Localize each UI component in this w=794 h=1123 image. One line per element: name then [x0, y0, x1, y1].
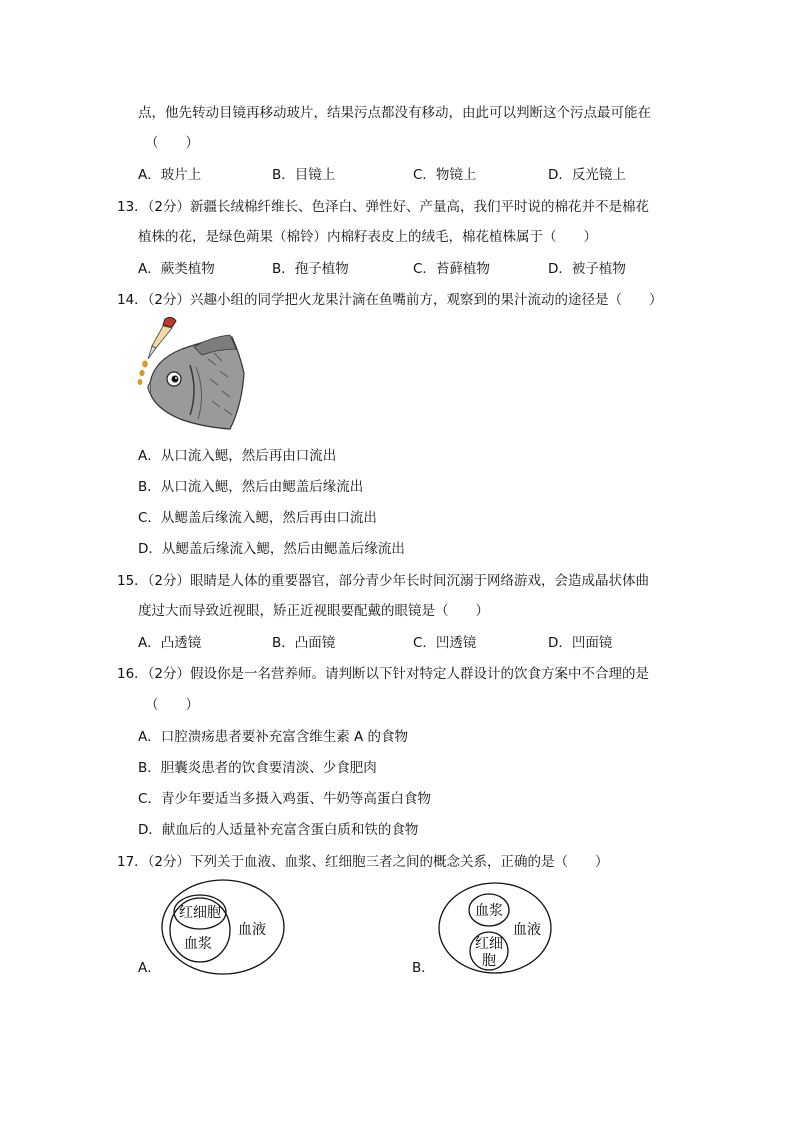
- venn-b-inner2-label-line1: 红细: [475, 936, 503, 952]
- venn-b-outer-label: 血液: [513, 922, 541, 938]
- q13-option-c: C．苔藓植物: [413, 261, 490, 277]
- q17-option-b-label: B．: [412, 960, 435, 976]
- q16-option-d: D．献血后的人适量补充富含蛋白质和铁的食物: [138, 822, 419, 838]
- q15-option-b: B．凸面镜: [272, 635, 336, 651]
- q14-option-a: A．从口流入鳃，然后再由口流出: [138, 448, 337, 464]
- q14-option-c: C．从鳃盖后缘流入鳃，然后再由口流出: [138, 510, 377, 526]
- venn-a-inner2-label: 血浆: [184, 936, 212, 952]
- venn-a-outer-label: 血液: [238, 922, 266, 938]
- venn-b-inner1-label: 血浆: [475, 903, 503, 919]
- q14-line1: 14．（2分）兴趣小组的同学把火龙果汁滴在鱼嘴前方，观察到的果汁流动的途径是（ ）: [117, 292, 663, 308]
- q12-option-a: A．玻片上: [138, 167, 202, 183]
- venn-diagram-b: [437, 880, 553, 976]
- q16-option-c: C．青少年要适当多摄入鸡蛋、牛奶等高蛋白食物: [138, 791, 431, 807]
- q15-line1: 15．（2分）眼睛是人体的重要器官，部分青少年长时间沉溺于网络游戏，会造成晶状体曲: [117, 573, 650, 589]
- q16-line1: 16．（2分）假设你是一名营养师。请判断以下针对特定人群设计的饮食方案中不合理的是: [117, 666, 650, 682]
- q16-option-b: B．胆囊炎患者的饮食要清淡、少食肥肉: [138, 760, 377, 776]
- q12-option-d: D．反光镜上: [548, 167, 626, 183]
- q13-option-d: D．被子植物: [548, 261, 626, 277]
- q12-option-b: B．目镜上: [272, 167, 336, 183]
- fish-icon: [148, 335, 244, 429]
- q16-line2: （ ）: [145, 697, 199, 713]
- venn-b-inner2-label-line2: 胞: [482, 953, 496, 969]
- q13-option-a: A．蕨类植物: [138, 261, 215, 277]
- q14-option-b: B．从口流入鳃，然后由鳃盖后缘流出: [138, 479, 364, 495]
- q13-option-b: B．孢子植物: [272, 261, 349, 277]
- q12-line2: （ ）: [145, 135, 199, 151]
- q17-option-a-label: A．: [138, 960, 161, 976]
- q17-line1: 17．（2分）下列关于血液、血浆、红细胞三者之间的概念关系，正确的是（ ）: [117, 854, 609, 870]
- q16-option-a: A．口腔溃疡患者要补充富含维生素 A 的食物: [138, 729, 409, 745]
- q15-option-c: C．凹透镜: [413, 635, 477, 651]
- q13-line1: 13．（2分）新疆长绒棉纤维长、色泽白、弹性好、产量高，我们平时说的棉花并不是棉花: [117, 199, 650, 215]
- q13-line2: 植株的花，是绿色蒴果（棉铃）内棉籽表皮上的绒毛，棉花植株属于（ ）: [138, 229, 597, 245]
- q12-line1: 点，他先转动目镜再移动玻片，结果污点都没有移动，由此可以判断这个污点最可能在: [138, 105, 651, 121]
- q14-option-d: D．从鳃盖后缘流入鳃，然后由鳃盖后缘流出: [138, 541, 405, 557]
- q15-line2: 度过大而导致近视眼，矫正近视眼要配戴的眼镜是（ ）: [138, 603, 489, 619]
- fish-dropper-figure: [132, 315, 247, 435]
- q12-option-c: C．物镜上: [413, 167, 477, 183]
- venn-a-inner1-label: 红细胞: [179, 905, 221, 921]
- venn-diagram-a: [160, 878, 286, 976]
- q15-option-d: D．凹面镜: [548, 635, 613, 651]
- q15-option-a: A．凸透镜: [138, 635, 202, 651]
